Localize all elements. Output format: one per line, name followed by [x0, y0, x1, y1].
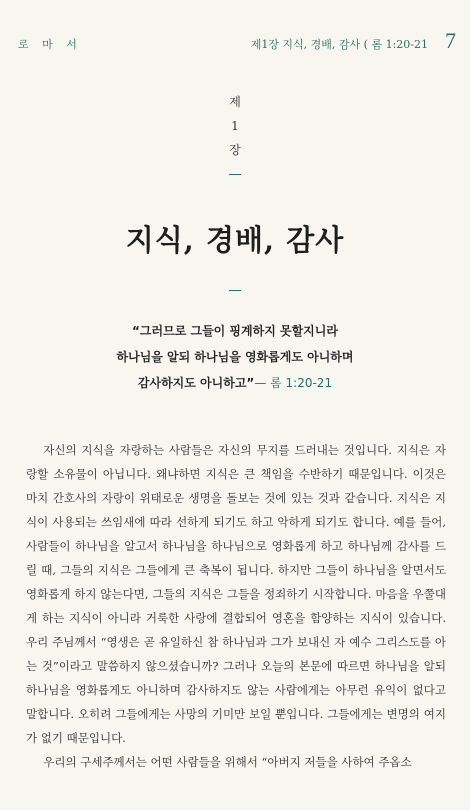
page-number: 7	[445, 28, 456, 53]
body-text	[26, 438, 446, 774]
running-head	[18, 28, 456, 52]
paragraph: 우리의 구세주께서는 어떤 사람들을 위해서 “아버지 저들을 사하여 주옵소	[43, 755, 412, 769]
epigraph	[0, 318, 470, 396]
epigraph-reference: — 롬 1:20-21	[254, 376, 333, 390]
epigraph-line-last	[0, 370, 470, 396]
chapter-label-line: 제	[229, 95, 241, 109]
epigraph-line: 감사하지도 아니하고”	[137, 376, 255, 390]
section-reference: 제1장 지식, 경배, 감사 ( 롬 1:20-21	[250, 38, 428, 51]
paragraph: 자신의 지식을 자랑하는 사람들은 자신의 무지를 드러내는 것입니다. 지식은 자랑할 소유물이 아닙니다. 왜냐하면 지식은 큰 책임을 수반하기 때문입니다. 이것은 마치 간호사의 자랑이 위태로운 생명을 돌보는 것에 있는 것과 같습니다. 지식은 지식이 사용되는 쓰임새에 따라 선하게 되기도 하고 악하게 되기도 합니다. 예를 들어, 사람들이 하나님을 알고서 하나님을 하나님으로 영화롭게 하고 하나님께 감사를 드릴 때, 그들의 지식은 그들에게 큰 축복이 됩니다. 하지만 그들이 하나님을 알면서도 영화롭게 하지 않는다면, 그들의 지식은 그들을 정죄하기 시작합니다. 마음을 우쭐대게 하는 지식이 아니라 거룩한 사랑에 결합되어 영혼을 함양하는 지식이 있습니다. 우리 주님께서 “영생은 곧 유일하신 참 하나님과 그가 보내신 자 예수 그리스도를 아는 것”이라고 말씀하지 않으셨습니까? 그러나 오늘의 본문에 따르면 하나님을 알되 하나님을 영화롭게도 아니하며 감사하지도 않는 사람에게는 아무런 유익이 없다고 말합니다. 오히려 그들에게는 사망의 기미만 보일 뿐입니다. 그들에게는 변명의 여지가 없기 때문입니다.	[26, 443, 446, 745]
title-divider	[229, 290, 241, 291]
book-name: 로 마 서	[18, 38, 82, 51]
chapter-title: 지식, 경배, 감사	[125, 223, 345, 257]
chapter-label	[0, 90, 470, 162]
chapter-label-line: 장	[229, 143, 241, 157]
epigraph-line: 하나님을 알되 하나님을 영화롭게도 아니하며	[116, 350, 354, 364]
epigraph-line: “그러므로 그들이 핑계하지 못할지니라	[132, 324, 338, 338]
chapter-divider	[229, 174, 241, 175]
chapter-number: 1	[231, 119, 239, 133]
